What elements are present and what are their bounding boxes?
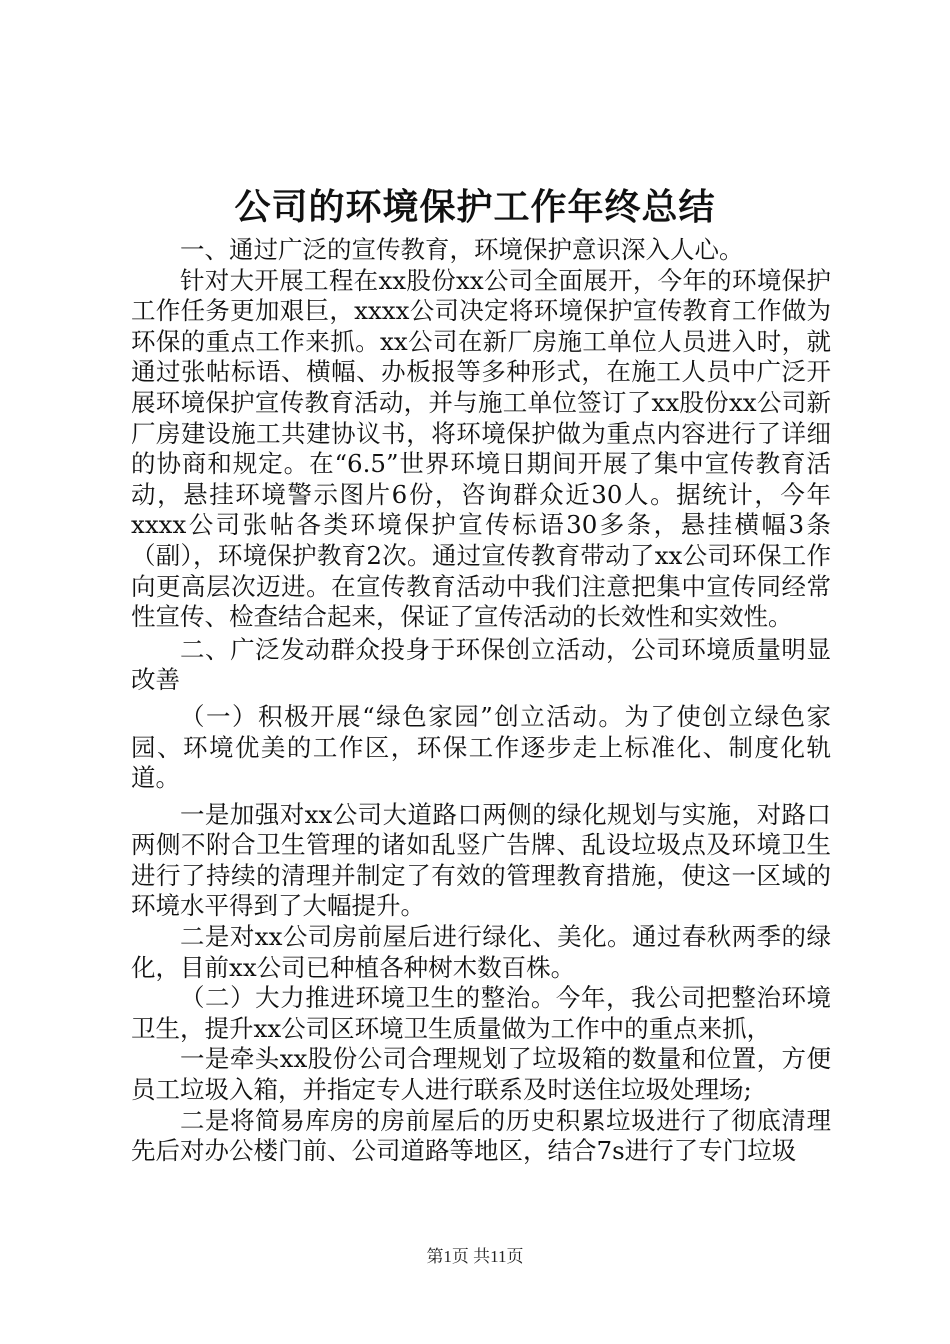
body-paragraph: 一是牵头xx股份公司合理规划了垃圾箱的数量和位置，方便员工垃圾入箱，并指定专人进行联系及时送住垃圾处理场; <box>131 1044 831 1105</box>
subsection-heading-2: （二）大力推进环境卫生的整治。今年，我公司把整治环境卫生，提升xx公司区环境卫生质量做为工作中的重点来抓， <box>131 983 831 1043</box>
document-body <box>131 235 831 1167</box>
body-paragraph: 二是对xx公司房前屋后进行绿化、美化。通过春秋两季的绿化，目前xx公司已种植各种树木数百株。 <box>131 922 831 982</box>
section-heading-1: 一、通过广泛的宣传教育，环境保护意识深入人心。 <box>180 235 744 264</box>
page-indicator: 第1页 共11页 <box>426 1247 524 1266</box>
body-paragraph: 针对大开展工程在xx股份xx公司全面展开，今年的环境保护工作任务更加艰巨，xxxx公司决定将环境保护宣传教育工作做为环保的重点工作来抓。xx公司在新厂房施工单位人员进入时，就通过张帖标语、横幅、办板报等多种形式，在施工人员中广泛开展环境保护宣传教育活动，并与施工单位签订了xx股份xx公司新厂房建设施工共建协议书，将环境保护做为重点内容进行了详细的协商和规定。在“6.5”世界环境日期间开展了集中宣传教育活动，悬挂环境警示图片6份，咨询群众近30人。据统计，今年xxxx公司张帖各类环境保护宣传标语30多条，悬挂横幅3条（副），环境保护教育2次。通过宣传教育带动了xx公司环保工作向更高层次迈进。在宣传教育活动中我们注意把集中宣传同经常性宣传、检查结合起来，保证了宣传活动的长效性和实效性。 <box>131 265 831 632</box>
section-heading-2: 二、广泛发动群众投身于环保创立活动，公司环境质量明显改善 <box>131 634 831 695</box>
body-paragraph: 二是将简易库房的房前屋后的历史积累垃圾进行了彻底清理先后对办公楼门前、公司道路等地区，结合7s进行了专门垃圾 <box>131 1105 831 1166</box>
document-title: 公司的环境保护工作年终总结 <box>234 187 716 228</box>
subsection-heading-1: （一）积极开展“绿色家园”创立活动。为了使创立绿色家园、环境优美的工作区，环保工作逐步走上标准化、制度化轨道。 <box>131 701 831 793</box>
body-paragraph: 一是加强对xx公司大道路口两侧的绿化规划与实施，对路口两侧不附合卫生管理的诸如乱竖广告牌、乱设垃圾点及环境卫生进行了持续的清理并制定了有效的管理教育措施，使这一区域的环境水平得到了大幅提升。 <box>131 799 831 921</box>
